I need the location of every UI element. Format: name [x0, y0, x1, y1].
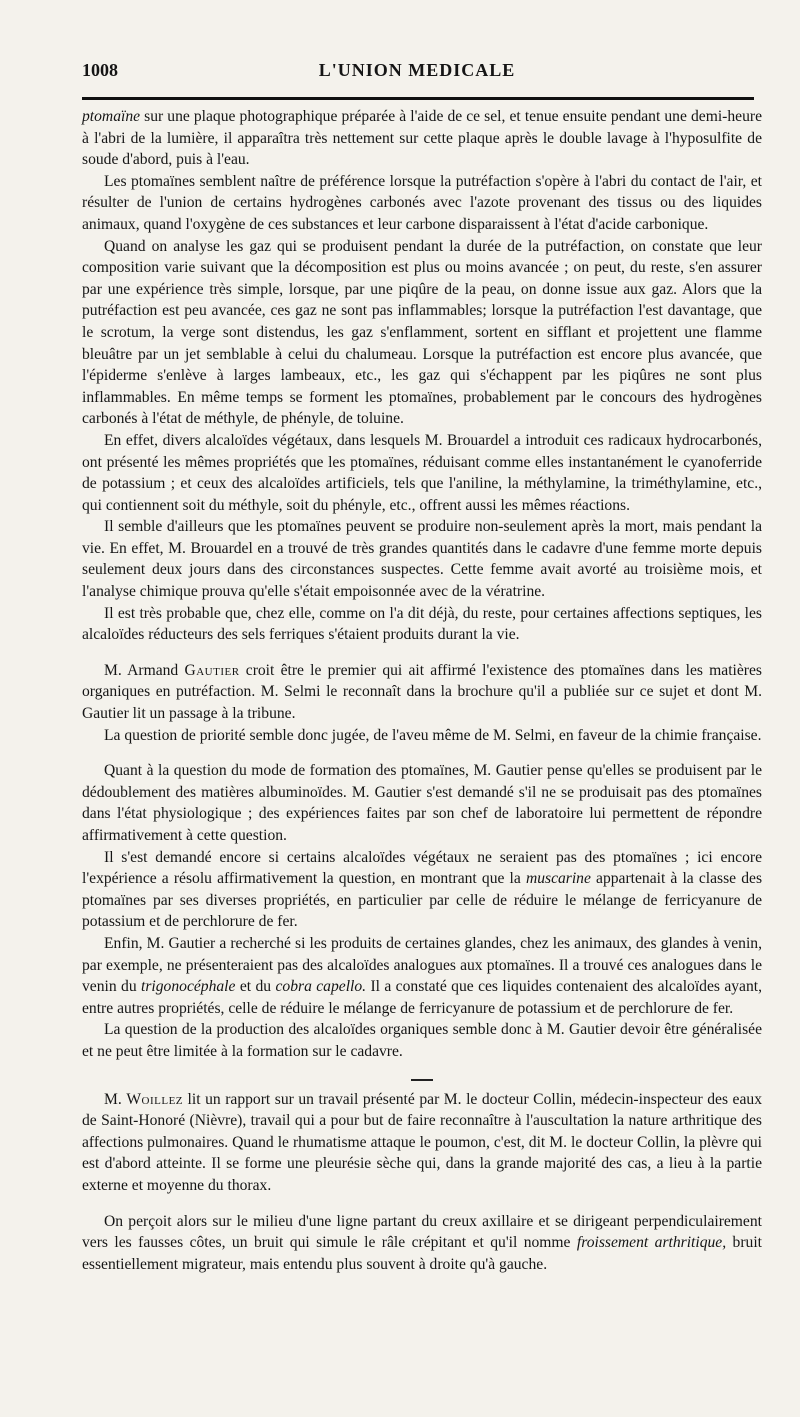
- paragraph: [82, 603, 762, 646]
- paragraph-text: Quant à la question du mode de formation des ptomaïnes, M. Gautier pense qu'elles se produisent par le dédoublement des matières albuminoïdes. M. Gautier s'est demandé s'il ne se produisait pas des ptomaïnes dans l'état physiologique ; des expériences faites par son chef de laboratoire lui permettent de répondre affirmativement à cette question.: [82, 762, 762, 844]
- article-body: [82, 106, 762, 1275]
- paragraph-text: croit être le premier qui ait affirmé l'existence des ptomaïnes dans les matières organiques en putréfaction. M. Selmi le reconnaît dans la brochure qu'il a publiée sur ce sujet et dont M. Gautier lit un passage à la tribune.: [82, 661, 762, 723]
- paragraph: [82, 1089, 762, 1197]
- paragraph-text: En effet, divers alcaloïdes végétaux, dans lesquels M. Brouardel a introduit ces radicaux hydrocarbonés, ont présenté les mêmes propriétés que les ptomaïnes, réduisant comme elles instantanément le cyanoferride de potassium ; et ceux des alcaloïdes artificiels, tels que l'aniline, la méthylamine, la triméthylamine, etc., qui contiennent soit du méthyle, soit du phényle, etc., offrent aussi les mêmes réactions.: [82, 431, 762, 514]
- paragraph-text: Les ptomaïnes semblent naître de préférence lorsque la putréfaction s'opère à l'abri du contact de l'air, et résulter de l'union de certains hydrogènes carbonés avec l'azote provenant des tissus ou des liquides animaux, quand l'oxygène de ces substances et leur carbone disparaissent à l'état d'acide carbonique.: [82, 172, 762, 233]
- paragraph: [82, 933, 762, 1019]
- paragraph: [82, 171, 762, 236]
- paragraph: [82, 725, 762, 747]
- paragraph-text: Il semble d'ailleurs que les ptomaïnes peuvent se produire non-seulement après la mort, mais pendant la vie. En effet, M. Brouardel en a trouvé de très grandes quantités dans le cadavre d'une femme morte depuis seulement deux jours dans des circonstances suspectes. Cette femme avait avorté au troisième mois, et l'analyse chimique prouva qu'elle s'était empoisonnée avec de la vératrine.: [82, 518, 762, 601]
- paragraph: [82, 236, 762, 430]
- italic-term: cobra capello.: [275, 978, 367, 996]
- italic-term: froissement arthritique,: [576, 1234, 727, 1252]
- header-rule: [82, 97, 754, 100]
- paragraph: [82, 430, 762, 516]
- paragraph: [82, 106, 762, 171]
- paragraph-text: Quand on analyse les gaz qui se produisent pendant la durée de la putréfaction, on constate que leur composition varie suivant que la décomposition est plus ou moins avancée ; on peut, du reste, s'en assurer par une expérience très simple, lorsque, par une piqûre de la peau, on donne issue aux gaz. Alors que la putréfaction est peu avancée, ces gaz ne sont pas inflammables; lorsque la putréfaction l'est davantage, que le scrotum, la verge sont distendus, les gaz s'enflamment, sortent en sifflant et projettent une flamme bleuâtre par un jet semblable à celui du chalumeau. Lorsque la putréfaction est encore plus avancée, que l'épiderme s'enlève à larges lambeaux, etc., les gaz qui s'échappent par les piqûres ne sont plus inflammables. En même temps se forment les ptomaïnes, probablement par le concours des hydrogènes carbonés à l'état de méthyle, de phényle, de toluine.: [82, 237, 762, 428]
- paragraph-text: Il est très probable que, chez elle, comme on l'a dit déjà, du reste, pour certaines affections septiques, les alcaloïdes réducteurs des sels ferriques s'étaient produits durant la vie.: [82, 604, 762, 644]
- paragraph: [82, 660, 762, 725]
- paragraph-text: La question de priorité semble donc jugée, de l'aveu même de M. Selmi, en faveur de la chimie française.: [104, 726, 762, 744]
- paragraph: [82, 516, 762, 602]
- paragraph: [82, 760, 762, 846]
- paragraph-text: Il s'est demandé encore si certains alcaloïdes végétaux ne seraient pas des ptomaïnes ; ici encore l'expérience a résolu affirmativement la question, en montrant que la: [82, 848, 762, 888]
- paragraph: [82, 847, 762, 933]
- paragraph-text: lit un rapport sur un travail présenté par M. le docteur Collin, médecin-inspecteur des eaux de Saint-Honoré (Nièvre), travail qui a pour but de faire reconnaître à l'auscultation la nature arthritique des affections pulmonaires. Quand le rhumatisme attaque le poumon, c'est, dit M. le docteur Collin, la plèvre qui est d'abord atteinte. Il se forme une pleurésie sèche qui, dans la grande majorité des cas, a lieu à la partie externe et moyenne du thorax.: [82, 1090, 762, 1194]
- speaker-name: Woillez: [126, 1090, 184, 1108]
- paragraph-text: M. Armand: [104, 661, 185, 679]
- paragraph-text: M.: [104, 1090, 127, 1108]
- paragraph-text: et du: [235, 978, 276, 996]
- paragraph-text: bruit essentiellement migrateur, mais entendu plus souvent à droite qu'à gauche.: [82, 1234, 762, 1273]
- paragraph-text: sur une plaque photographique préparée à l'aide de ce sel, et tenue ensuite pendant une demi-heure à l'abri de la lumière, il apparaîtra très nettement sur cette plaque après le double lavage à l'hyposulfite de soude d'abord, puis à l'eau.: [82, 108, 762, 169]
- paragraph-text: On perçoit alors sur le milieu d'une ligne partant du creux axillaire et se dirigeant perpendiculairement vers les fausses côtes, un bruit qui simule le râle crépitant et qu'il nomme: [82, 1212, 762, 1252]
- paragraph: [82, 1211, 762, 1276]
- page-header: [82, 60, 752, 90]
- italic-term: muscarine: [525, 870, 591, 888]
- paragraph-text: Il a constaté que ces liquides contenaient des alcaloïdes ayant, entre autres propriétés, celle de réduire le mélange de ferricyanure de potassium et de perchlorure de fer.: [82, 978, 762, 1017]
- paragraph-text: Enfin, M. Gautier a recherché si les produits de certaines glandes, chez les animaux, des glandes à venin, par exemple, ne présenteraient pas des alcaloïdes analogues aux ptomaïnes. Il a trouvé ces analogues dans le venin du: [82, 934, 762, 996]
- section-separator: [82, 1069, 762, 1081]
- italic-term: ptomaïne: [82, 108, 141, 125]
- page-number: 1008: [82, 60, 118, 80]
- paragraph: [82, 1019, 762, 1062]
- paragraph-text: appartenait à la classe des ptomaïnes par ses diverses propriétés, en particulier par celle de réduire le mélange de ferricyanure de potassium et de perchlorure de fer.: [82, 870, 763, 931]
- running-title: L'UNION MEDICALE: [318, 60, 516, 80]
- separator-dash: [411, 1079, 433, 1081]
- speaker-name: Gautier: [184, 661, 240, 679]
- paragraph-text: La question de la production des alcaloïdes organiques semble donc à M. Gautier devoir être généralisée et ne peut être limitée à la formation sur le cadavre.: [82, 1021, 762, 1060]
- italic-term: trigonocéphale: [141, 978, 236, 996]
